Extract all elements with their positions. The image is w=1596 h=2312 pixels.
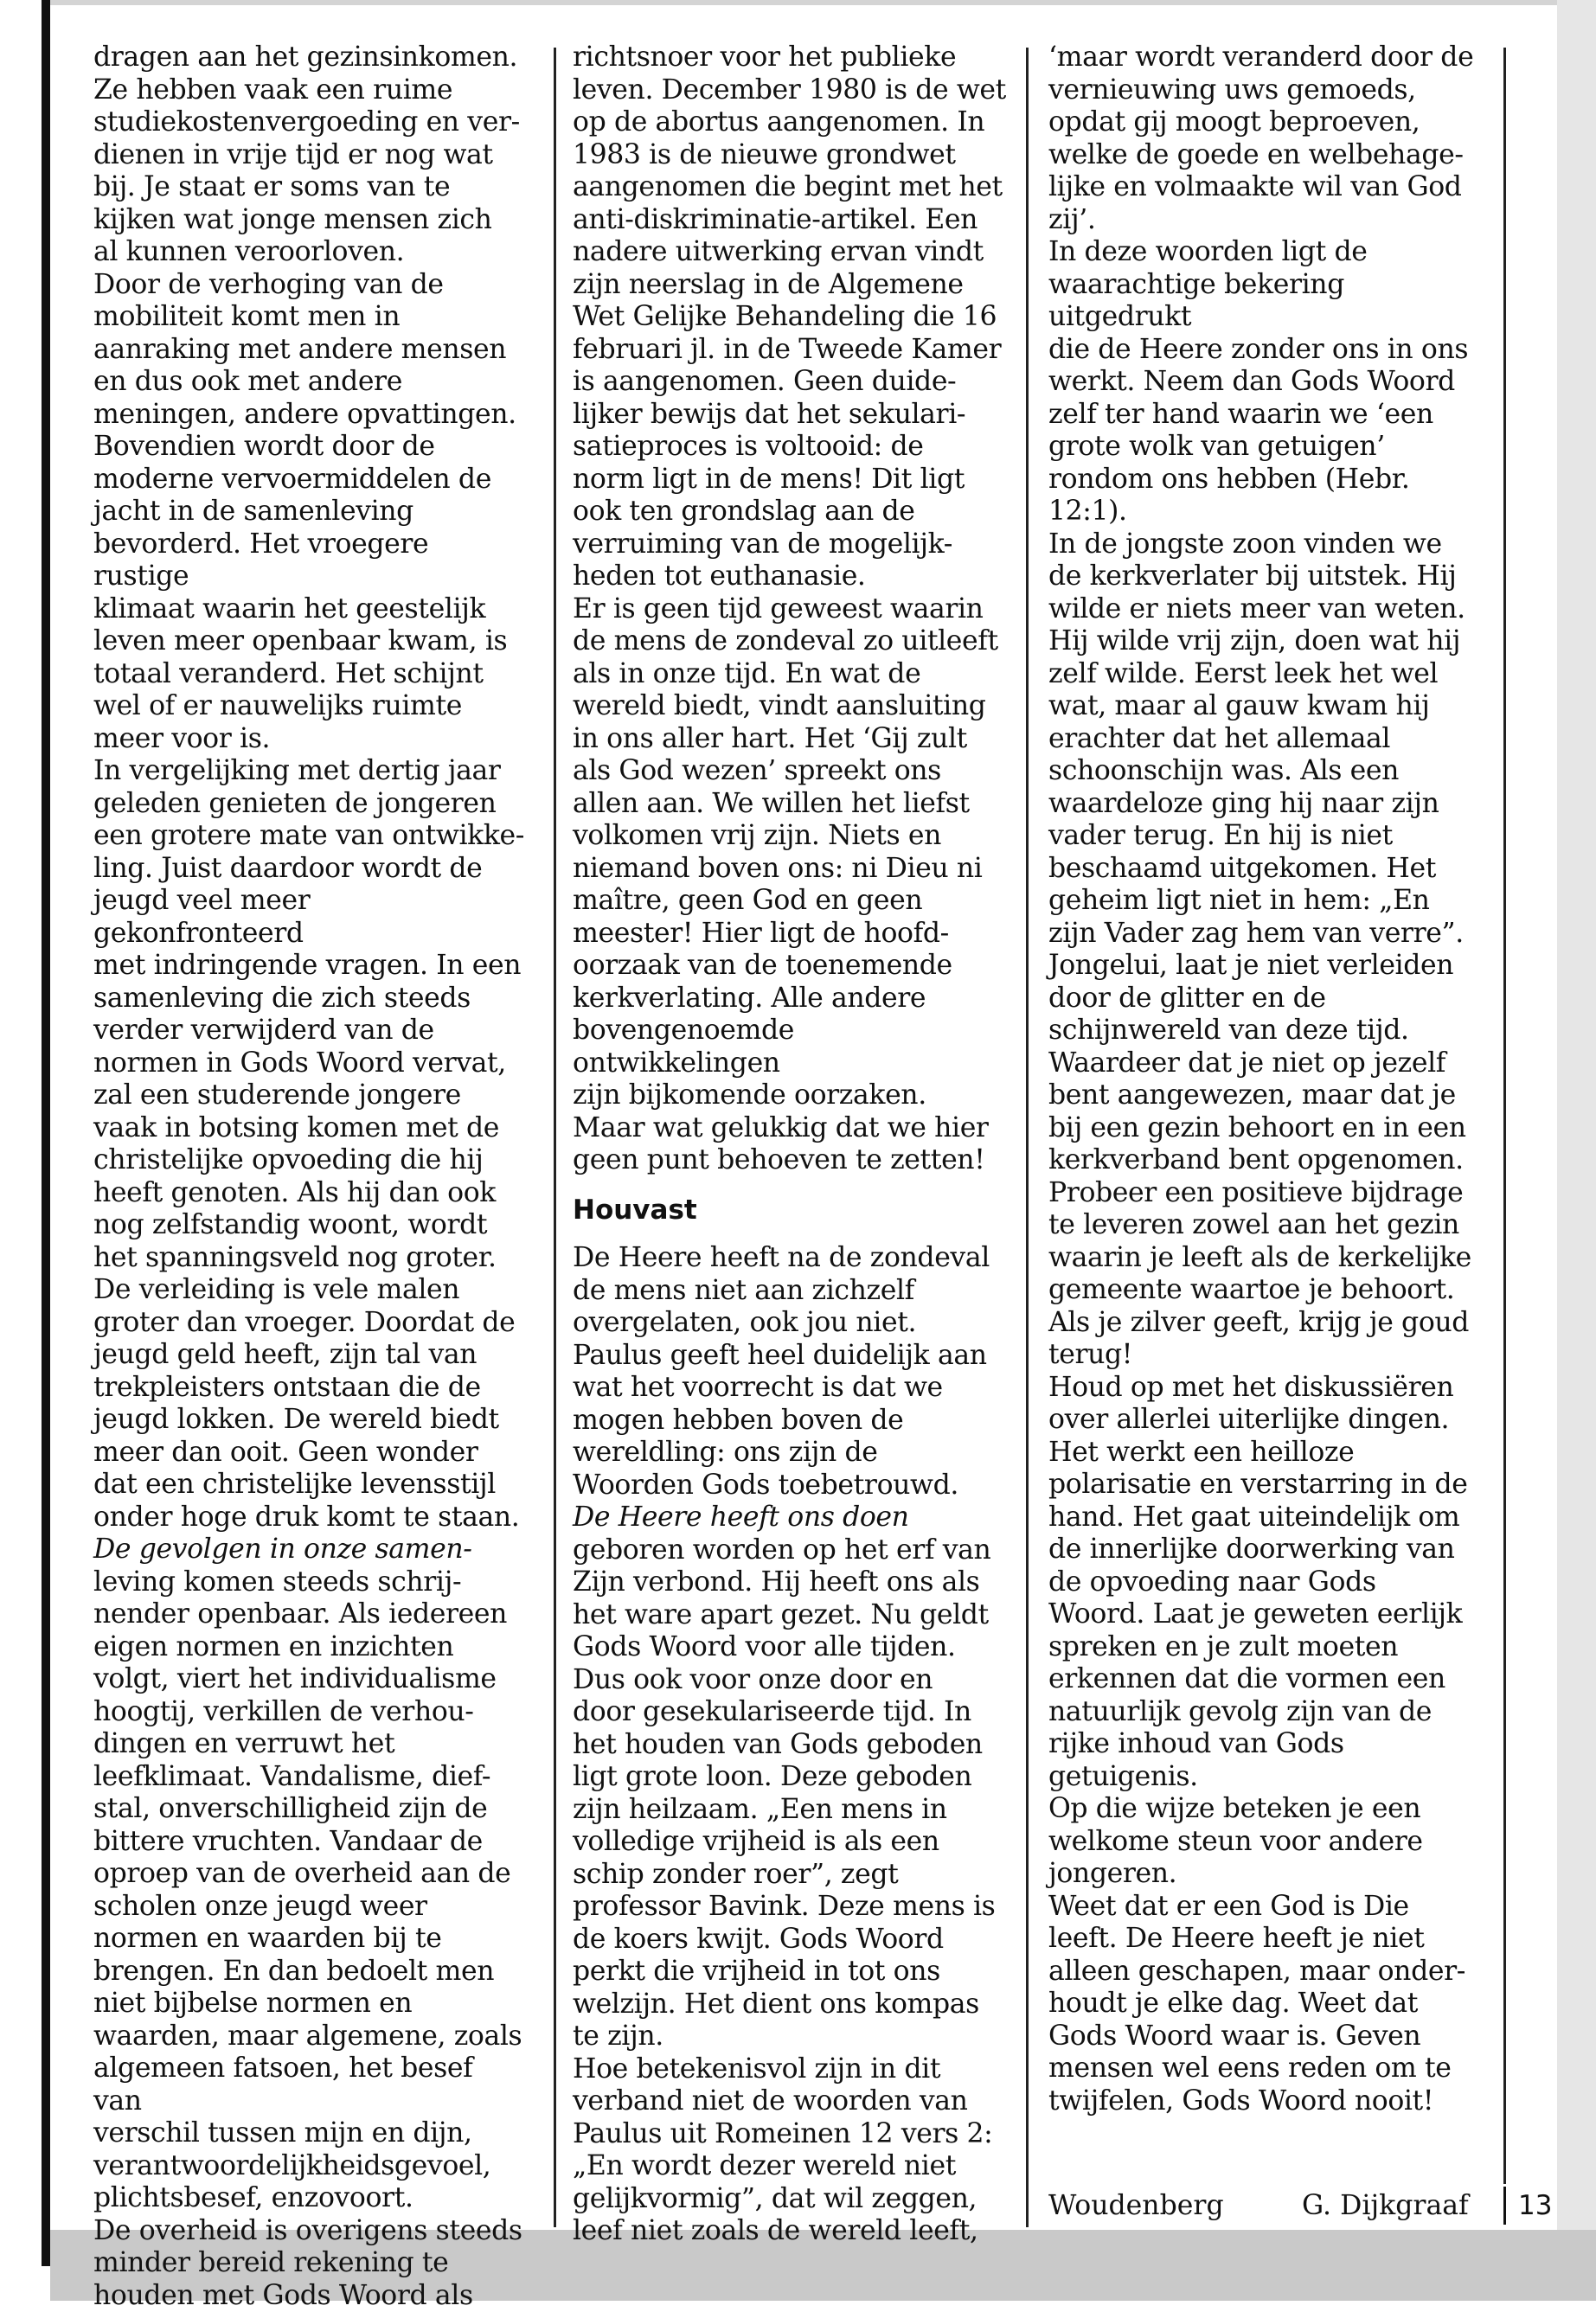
paragraph: In vergelijking met dertig jaar geleden genieten de jongeren een grotere mate van ontwikke- ling. Juist daardoor wordt de jeugd veel meer gekonfronteerd met indringende vragen. In een samenleving die zich steeds verder verwijderd van de normen in Gods Woord vervat, zal een studerende jongere vaak in botsing komen met de christelijke opvoeding die hij heeft genoten. Als hij dan ook nog zelfstandig woont, wordt het spanningsveld nog groter.	[93, 755, 526, 1274]
paragraph: richtsnoer voor het publieke leven. December 1980 is de wet op de abortus aangenomen. In 1983 is de nieuwe grondwet aangenomen die begint met het anti-diskriminatie-artikel. Een nadere uitwerking ervan vindt zijn neerslag in de Algemene Wet Gelijke Behandeling die 16 februari jl. in de Tweede Kamer is aangenomen. Geen duide- lijker bewijs dat het sekulari- satieproces is voltooid: de norm ligt in de mens! Dit ligt ook ten grondslag aan de verruiming van de mogelijk- heden tot euthanasie.	[573, 42, 1010, 593]
section-heading: Houvast	[573, 1194, 1010, 1227]
paragraph: geboren worden op het erf van Zijn verbond. Hij heeft ons als het ware apart gezet. Nu geldt Gods Woord voor alle tijden. Dus ook voor onze door en door gesekulariseerde tijd. In het houden van Gods geboden ligt grote loon. Deze geboden zijn heilzaam. „Een mens in volledige vrijheid is als een schip zonder roer”, zegt professor Bavink. Deze mens is de koers kwijt. Gods Woord perkt die vrijheid in tot ons welzijn. Het dient ons kompas te zijn.	[573, 1534, 1010, 2053]
footer-place: Woudenberg	[1048, 2190, 1224, 2223]
paragraph: In deze woorden ligt de waarachtige bekering uitgedrukt die de Heere zonder ons in ons werkt. Neem dan Gods Woord zelf ter hand waarin we ‘een grote wolk van getuigen’ rondom ons hebben (Hebr. 12:1).	[1048, 236, 1485, 528]
column-divider-2	[1026, 48, 1029, 2227]
scan-edge-shadow	[42, 0, 50, 2266]
paragraph: In de jongste zoon vinden we de kerkverlater bij uitstek. Hij wilde er niets meer van weten. Hij wilde vrij zijn, doen wat hij zelf wilde. Eerst leek het wel wat, maar al gauw kwam hij erachter dat het allemaal schoonschijn was. Als een waardeloze ging hij naar zijn vader terug. En hij is niet beschaamd uitgekomen. Het geheim ligt niet in hem: „En zijn Vader zag hem van verre”.	[1048, 528, 1485, 951]
page-left-margin	[0, 0, 48, 2301]
article-column-3	[1048, 42, 1485, 2117]
paragraph: leving komen steeds schrij- nender openbaar. Als iedereen eigen normen en inzichten volgt, viert het individualisme hoogtij, verkillen de verhou- dingen en verruwt het leefklimaat. Vandalisme, dief- stal, onverschilligheid zijn de bittere vruchten. Vandaar de oproep van de overheid aan de scholen onze jeugd weer normen en waarden bij te brengen. En dan bedoelt men niet bijbelse normen en waarden, maar algemene, zoals algemeen fatsoen, het besef van verschil tussen mijn en dijn, verantwoordelijkheidsgevoel, plichtsbesef, enzovoort.	[93, 1566, 526, 2215]
paragraph: Door de verhoging van de mobiliteit komt men in aanraking met andere mensen en dus ook met andere meningen, andere opvattingen. Bovendien wordt door de moderne vervoermiddelen de jacht in de samenleving bevorderd. Het vroegere rustige klimaat waarin het geestelijk leven meer openbaar kwam, is totaal veranderd. Het schijnt wel of er nauwelijks ruimte meer voor is.	[93, 269, 526, 756]
paragraph: De verleiding is vele malen groter dan vroeger. Doordat de jeugd geld heeft, zijn tal van trekpleisters ontstaan die de jeugd lokken. De wereld biedt meer dan ooit. Geen wonder dat een christelijke levensstijl onder hoge druk komt te staan.	[93, 1274, 526, 1534]
paragraph: De overheid is overigens steeds minder bereid rekening te houden met Gods Woord als	[93, 2215, 526, 2312]
page-number-rule	[1503, 2187, 1506, 2225]
paragraph: ‘maar wordt veranderd door de vernieuwing uws gemoeds, opdat gij moogt beproeven, welke de goede en welbehage- lijke en volmaakte wil van God zij’.	[1048, 42, 1485, 236]
article-column-1	[93, 42, 526, 2312]
top-edge	[50, 0, 1596, 5]
page-number: 13	[1518, 2190, 1552, 2221]
scan-right-edge	[1557, 0, 1596, 2301]
paragraph-italic-lead: De Heere heeft ons doen	[573, 1502, 1010, 1534]
column-divider-1	[554, 48, 556, 2227]
column-divider-right	[1503, 48, 1506, 2184]
article-column-2	[573, 42, 1010, 2248]
paragraph: De Heere heeft na de zondeval de mens niet aan zichzelf overgelaten, ook jou niet. Paulus geeft heel duidelijk aan wat het voorrecht is dat we mogen hebben boven de wereldling: ons zijn de Woorden Gods toebetrouwd.	[573, 1242, 1010, 1502]
paragraph: Houd op met het diskussiëren over allerlei uiterlijke dingen. Het werkt een heilloze polarisatie en verstarring in de hand. Het gaat uiteindelijk om de innerlijke doorwerking van de opvoeding naar Gods Woord. Laat je geweten eerlijk spreken en je zult moeten erkennen dat die vormen een natuurlijk gevolg zijn van de rijke inhoud van Gods getuigenis.	[1048, 1372, 1485, 1794]
paragraph: Jongelui, laat je niet verleiden door de glitter en de schijnwereld van deze tijd. Waardeer dat je niet op jezelf bent aangewezen, maar dat je bij een gezin behoort en in een kerkverband bent opgenomen. Probeer een positieve bijdrage te leveren zowel aan het gezin waarin je leeft als de kerkelijke gemeente waartoe je behoort. Als je zilver geeft, krijg je goud terug!	[1048, 950, 1485, 1372]
footer-author: G. Dijkgraaf	[1302, 2190, 1469, 2223]
paragraph: Weet dat er een God is Die leeft. De Heere heeft je niet alleen geschapen, maar onder- houdt je elke dag. Weet dat Gods Woord waar is. Geven mensen wel eens reden om te twijfelen, Gods Woord nooit!	[1048, 1891, 1485, 2118]
paragraph: Op die wijze beteken je een welkome steun voor andere jongeren.	[1048, 1793, 1485, 1891]
paragraph: Hoe betekenisvol zijn in dit verband niet de woorden van Paulus uit Romeinen 12 vers 2: „En wordt dezer wereld niet gelijkvormig”, dat wil zeggen, leef niet zoals de wereld leeft,	[573, 2053, 1010, 2248]
paragraph: dragen aan het gezinsinkomen. Ze hebben vaak een ruime studiekostenvergoeding en ver- dienen in vrije tijd er nog wat bij. Je staat er soms van te kijken wat jonge mensen zich al kunnen veroorloven.	[93, 42, 526, 269]
paragraph: Er is geen tijd geweest waarin de mens de zondeval zo uitleeft als in onze tijd. En wat de wereld biedt, vindt aansluiting in ons aller hart. Het ‘Gij zult als God wezen’ spreekt ons allen aan. We willen het liefst volkomen vrij zijn. Niets en niemand boven ons: ni Dieu ni maître, geen God en geen meester! Hier ligt de hoofd- oorzaak van de toenemende kerkverlating. Alle andere bovengenoemde ontwikkelingen zijn bijkomende oorzaken. Maar wat gelukkig dat we hier geen punt behoeven te zetten!	[573, 593, 1010, 1177]
paragraph-italic-lead: De gevolgen in onze samen-	[93, 1534, 526, 1566]
